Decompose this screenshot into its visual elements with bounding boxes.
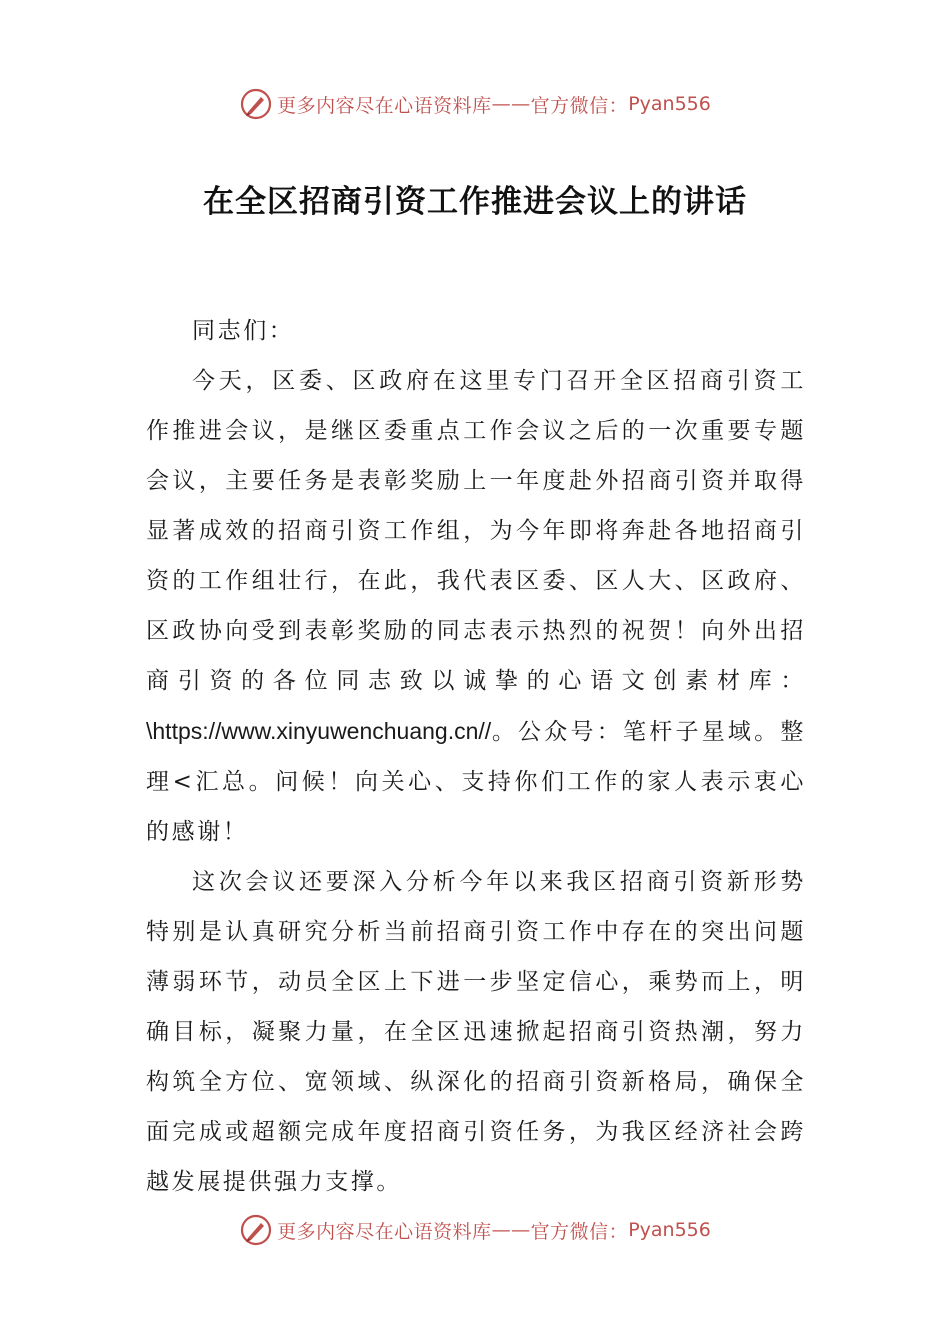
document-body: [146, 306, 806, 1207]
banner-wechat-id: Pyan556: [628, 93, 711, 115]
paragraph-1-text-a: 今天，区委、区政府在这里专门召开全区招商引资工作推进会议，是继区委重点工作会议之后的一次重要专题会议，主要任务是表彰奖励上一年度赴外招商引资并取得显著成效的招商引资工作组，为今年即将奔赴各地招商引资的工作组壮行，在此，我代表区委、区人大、区政府、区政协向受到表彰奖励的同志表示热烈的祝贺！向外出招商引资的各位同志致以诚挚的心语文创素材库：: [146, 368, 806, 694]
salutation: 同志们：: [192, 318, 295, 344]
footer-banner: [0, 1208, 950, 1252]
document-title: 在全区招商引资工作推进会议上的讲话: [203, 184, 747, 220]
paragraph-1-url: \https://www.xinyuwenchuang.cn//: [146, 718, 492, 744]
banner-wechat-label: 官方微信：: [530, 94, 629, 117]
banner-separator: ——: [491, 93, 531, 115]
banner-wechat-id: Pyan556: [628, 1219, 711, 1241]
banner-text: 更多内容尽在心语资料库: [277, 1220, 492, 1243]
paragraph-2: 这次会议还要深入分析今年以来我区招商引资新形势特别是认真研究分析当前招商引资工作中存在的突出问题薄弱环节，动员全区上下进一步坚定信心，乘势而上，明确目标，凝聚力量，在全区迅速掀起招商引资热潮，努力构筑全方位、宽领域、纵深化的招商引资新格局，确保全面完成或超额完成年度招商引资任务，为我区经济社会跨越发展提供强力支撑。: [146, 869, 806, 1195]
pen-logo-icon: [239, 1213, 273, 1247]
paragraph-1-text-b: 。公众号：笔杆子星域。整理<汇总。问候！向关心、支持你们工作的家人表示衷心的感谢！: [146, 719, 806, 845]
header-banner: [0, 82, 950, 126]
banner-separator: ——: [491, 1219, 531, 1241]
banner-wechat-label: 官方微信：: [530, 1220, 629, 1243]
pen-logo-icon: [239, 87, 273, 121]
banner-text: 更多内容尽在心语资料库: [277, 94, 492, 117]
paragraph-1: [146, 356, 806, 857]
